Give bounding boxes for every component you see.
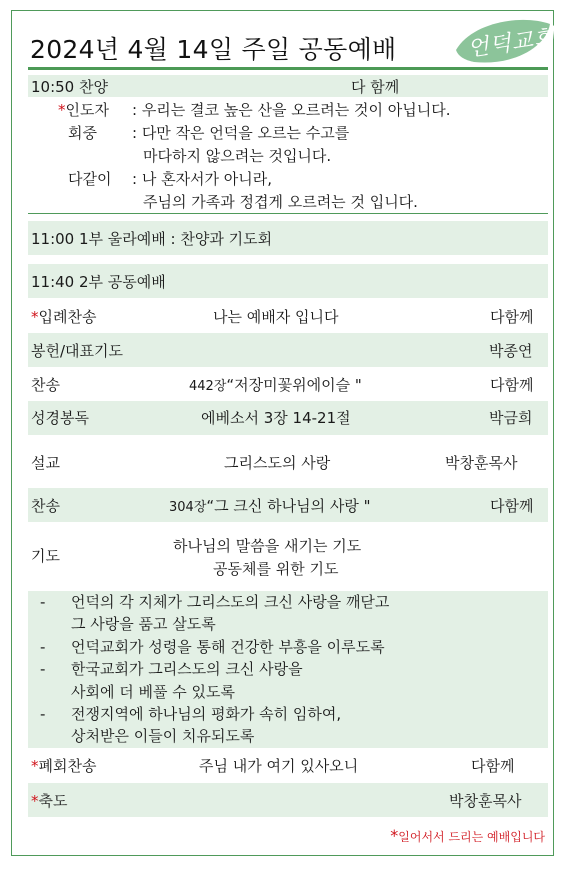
leader-text: : 우리는 결코 높은 산을 오르려는 것이 아닙니다. (132, 101, 451, 119)
prayer-bullet: 사회에 더 베풀 수 있도록 (71, 683, 235, 701)
congregation-text-1: : 다만 작은 언덕을 오르는 수고를 (132, 124, 350, 142)
order-item-name: 찬송 (31, 497, 60, 515)
section-first-service: 11:00 1부 울라예배 : 찬양과 기도회 (31, 230, 273, 248)
order-item-name: 찬송 (31, 376, 60, 394)
prayer-name: 기도 (31, 547, 60, 565)
page-title: 2024년 4월 14일 주일 공동예배 (30, 35, 397, 64)
together-text-2: 주님의 가족과 정겹게 오르려는 것 입니다. (143, 193, 418, 211)
order-item-who: 다함께 (490, 308, 534, 326)
prayer-title-1: 하나님의 말씀을 새기는 기도 (173, 537, 362, 555)
prayer-bullet: 전쟁지역에 하나님의 평화가 속히 임하여, (71, 705, 342, 723)
prayer-bullet: 그 사랑을 품고 살도록 (71, 615, 216, 633)
benediction-name: *축도 (31, 792, 68, 810)
divider (28, 213, 548, 214)
order-item-title: 304장“그 크신 하나님의 사랑 " (169, 497, 371, 515)
logo-text: 언덕교회 (465, 24, 558, 63)
standing-note: *일어서서 드리는 예배입니다 (390, 826, 545, 845)
order-item-who: 박종연 (489, 342, 533, 360)
order-item-name: 성경봉독 (31, 409, 89, 427)
order-item-title: 442장“저장미꽃위에이슬 " (189, 376, 362, 394)
together-text-1: : 나 혼자서가 아니라, (132, 170, 273, 188)
order-item-who: 박금희 (489, 409, 533, 427)
prayer-bullet: 언덕의 각 지체가 그리스도의 크신 사랑을 깨닫고 (71, 593, 390, 611)
order-item-name: 봉헌/대표기도 (31, 342, 123, 360)
section-praise-time: 10:50 찬양 (31, 78, 108, 96)
order-item-who: 다함께 (490, 376, 534, 394)
order-item-who: 박창훈목사 (445, 454, 518, 472)
role-congregation: 회중 (68, 124, 97, 142)
order-item-title: 그리스도의 사랑 (224, 454, 331, 472)
prayer-title-2: 공동체를 위한 기도 (213, 560, 339, 578)
benediction-who: 박창훈목사 (449, 792, 522, 810)
prayer-bullet: 한국교회가 그리스도의 크신 사랑을 (71, 660, 303, 678)
bullet-dash: - (40, 593, 46, 611)
section-second-service: 11:40 2부 공동예배 (31, 273, 166, 291)
order-item-name: *입례찬송 (31, 308, 97, 326)
closing-hymn-who: 다함께 (471, 757, 515, 775)
congregation-text-2: 마다하지 않으려는 것입니다. (143, 147, 332, 165)
order-item-title: 에베소서 3장 14-21절 (201, 409, 351, 427)
bullet-dash: - (40, 705, 46, 723)
order-item-name: 설교 (31, 454, 60, 472)
closing-hymn-name: *폐회찬송 (31, 757, 97, 775)
header-divider (28, 67, 548, 70)
prayer-bullet: 상처받은 이들이 치유되도록 (71, 727, 255, 745)
prayer-bullet: 언덕교회가 성령을 통해 건강한 부흥을 이루도록 (71, 638, 385, 656)
closing-hymn-title: 주님 내가 여기 있사오니 (199, 757, 359, 775)
section-praise-who: 다 함께 (351, 78, 400, 96)
order-item-title: 나는 예배자 입니다 (213, 308, 339, 326)
bullet-dash: - (40, 660, 46, 678)
role-leader: *인도자 (58, 101, 109, 119)
role-together: 다같이 (68, 170, 112, 188)
bullet-dash: - (40, 638, 46, 656)
order-item-who: 다함께 (490, 497, 534, 515)
